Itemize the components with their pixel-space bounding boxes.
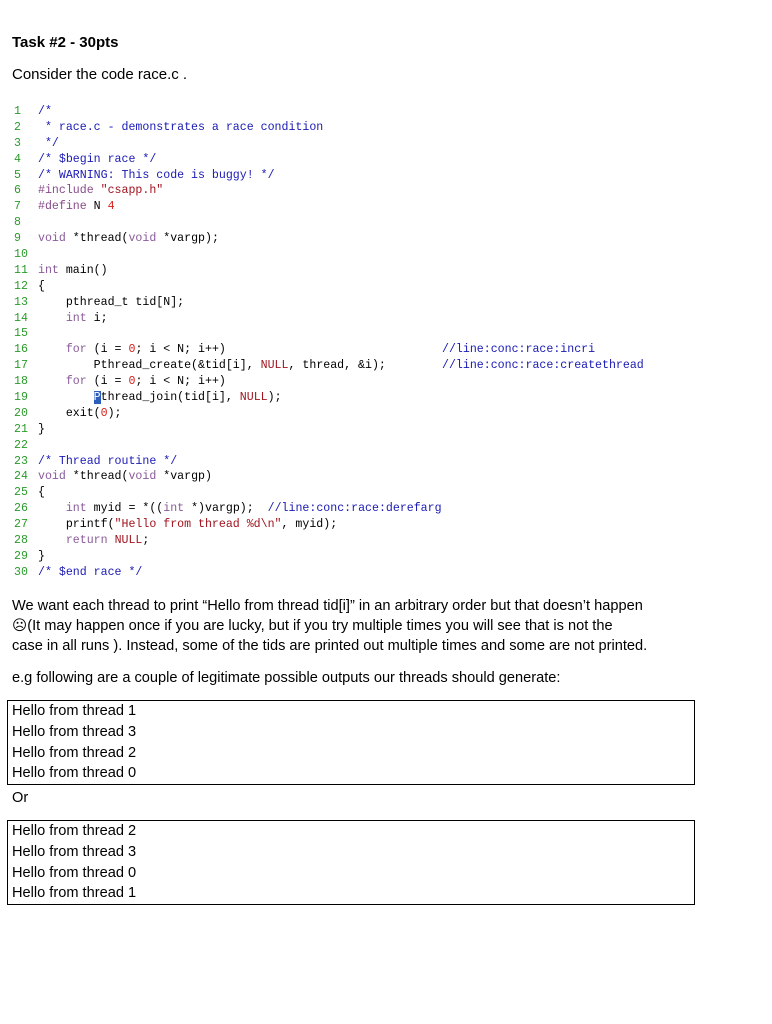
line-number: 28: [14, 534, 28, 548]
line-number: 8: [14, 216, 21, 230]
line-number: 15: [14, 327, 28, 341]
code-text: for (i = 0; i < N; i++): [65, 375, 226, 389]
code-line: [14, 358, 714, 374]
output-box-2: [7, 820, 695, 905]
code-line: [14, 247, 714, 263]
line-number: 24: [14, 470, 28, 484]
line-number: 16: [14, 343, 28, 357]
line-number: 18: [14, 375, 28, 389]
code-text: for (i = 0; i < N; i++): [65, 343, 226, 357]
code-text: /* $end race */: [38, 565, 143, 579]
code-text: /* $begin race */: [38, 152, 157, 166]
line-number: 19: [14, 391, 28, 405]
code-line: [14, 279, 714, 295]
code-comment: //line:conc:race:createthread: [442, 359, 644, 373]
code-line: [14, 168, 714, 184]
line-number: 20: [14, 406, 28, 420]
code-text: }: [38, 549, 45, 563]
code-text: #define N 4: [38, 200, 115, 214]
output-box-1: [7, 700, 695, 785]
line-number: 17: [14, 359, 28, 373]
code-text: void *thread(void *vargp): [38, 470, 212, 484]
code-line: [14, 454, 714, 470]
output-line: Hello from thread 3: [12, 843, 137, 860]
code-text: #include "csapp.h": [38, 184, 164, 198]
code-comment: //line:conc:race:incri: [442, 343, 596, 357]
code-line: [14, 152, 714, 168]
code-line: [14, 183, 714, 199]
code-text: int main(): [38, 263, 108, 277]
code-text: exit(0);: [38, 406, 122, 420]
code-line: [14, 374, 714, 390]
paragraph-line: We want each thread to print “Hello from thread tid[i]” in an arbitrary order but that doesn’t happen: [12, 598, 643, 614]
line-number: 21: [14, 422, 28, 436]
code-line: [14, 469, 714, 485]
code-line: [14, 422, 714, 438]
code-line: [14, 136, 714, 152]
output-line: Hello from thread 1: [12, 703, 137, 719]
code-text: * race.c - demonstrates a race condition: [38, 120, 324, 134]
code-text: */: [38, 136, 59, 150]
line-number: 22: [14, 438, 28, 452]
code-line: [14, 390, 714, 406]
code-line: [14, 342, 714, 358]
code-line: [14, 199, 714, 215]
code-text: Pthread_join(tid[i], NULL);: [93, 391, 282, 405]
code-text: pthread_t tid[N];: [38, 295, 185, 309]
code-line: [14, 311, 714, 327]
line-number: 9: [14, 232, 21, 246]
code-text: /* Thread routine */: [38, 454, 178, 468]
line-number: 12: [14, 279, 28, 293]
code-text: /* WARNING: This code is buggy! */: [38, 168, 275, 182]
output-line: Hello from thread 0: [12, 765, 137, 782]
output-line: Hello from thread 3: [12, 723, 137, 740]
line-number: 30: [14, 565, 28, 579]
code-line: [14, 438, 714, 454]
code-text: return NULL;: [65, 534, 150, 548]
line-number: 25: [14, 486, 28, 500]
line-number: 11: [14, 263, 28, 277]
code-line: [14, 565, 714, 581]
code-text: {: [38, 486, 45, 500]
line-number: 23: [14, 454, 28, 468]
task-title: Task #2 - 30pts: [12, 34, 119, 51]
line-number: 10: [14, 248, 28, 262]
example-intro: e.g following are a couple of legitimate possible outputs our threads should generate:: [12, 670, 561, 686]
code-line: [14, 120, 714, 136]
code-line: [14, 533, 714, 549]
line-number: 14: [14, 311, 28, 325]
code-line: [14, 485, 714, 501]
line-number: 1: [14, 105, 21, 118]
code-text: printf("Hello from thread %d\n", myid);: [38, 518, 338, 532]
output-line: Hello from thread 0: [12, 864, 137, 881]
code-line: [14, 295, 714, 311]
code-text: int myid = *((int *)vargp); //line:conc:race:derefarg: [65, 502, 442, 516]
line-number: 3: [14, 136, 21, 150]
output-line: Hello from thread 2: [12, 823, 137, 839]
code-text: {: [38, 279, 45, 293]
problem-paragraph: [12, 596, 647, 656]
code-text: void *thread(void *vargp);: [38, 232, 219, 246]
paragraph-line: ☹(It may happen once if you are lucky, but if you try multiple times you will see that is not the: [12, 618, 613, 634]
line-number: 26: [14, 502, 28, 516]
paragraph-line: case in all runs ). Instead, some of the tids are printed out multiple times and some are not printed.: [12, 638, 648, 654]
code-text: Pthread_create(&tid[i], NULL, thread, &i);: [38, 359, 386, 373]
output-line: Hello from thread 2: [12, 744, 137, 761]
line-number: 2: [14, 120, 21, 134]
code-line: [14, 517, 714, 533]
code-text: int i;: [65, 311, 108, 325]
code-line: [14, 263, 714, 279]
intro-text: Consider the code race.c .: [12, 66, 188, 83]
code-line: [14, 549, 714, 565]
line-number: 5: [14, 168, 21, 182]
line-number: 27: [14, 518, 28, 532]
code-text: /*: [38, 105, 52, 118]
code-line: [14, 326, 714, 342]
line-number: 4: [14, 152, 21, 166]
code-text: }: [38, 422, 45, 436]
or-label: Or: [12, 790, 29, 806]
output-line: Hello from thread 1: [12, 885, 137, 902]
line-number: 13: [14, 295, 28, 309]
code-line: [14, 231, 714, 247]
line-number: 29: [14, 549, 28, 563]
line-number: 7: [14, 200, 21, 214]
code-line: [14, 104, 714, 120]
code-line: [14, 406, 714, 422]
code-listing: [14, 104, 714, 581]
code-line: [14, 215, 714, 231]
code-line: [14, 501, 714, 517]
line-number: 6: [14, 184, 21, 198]
